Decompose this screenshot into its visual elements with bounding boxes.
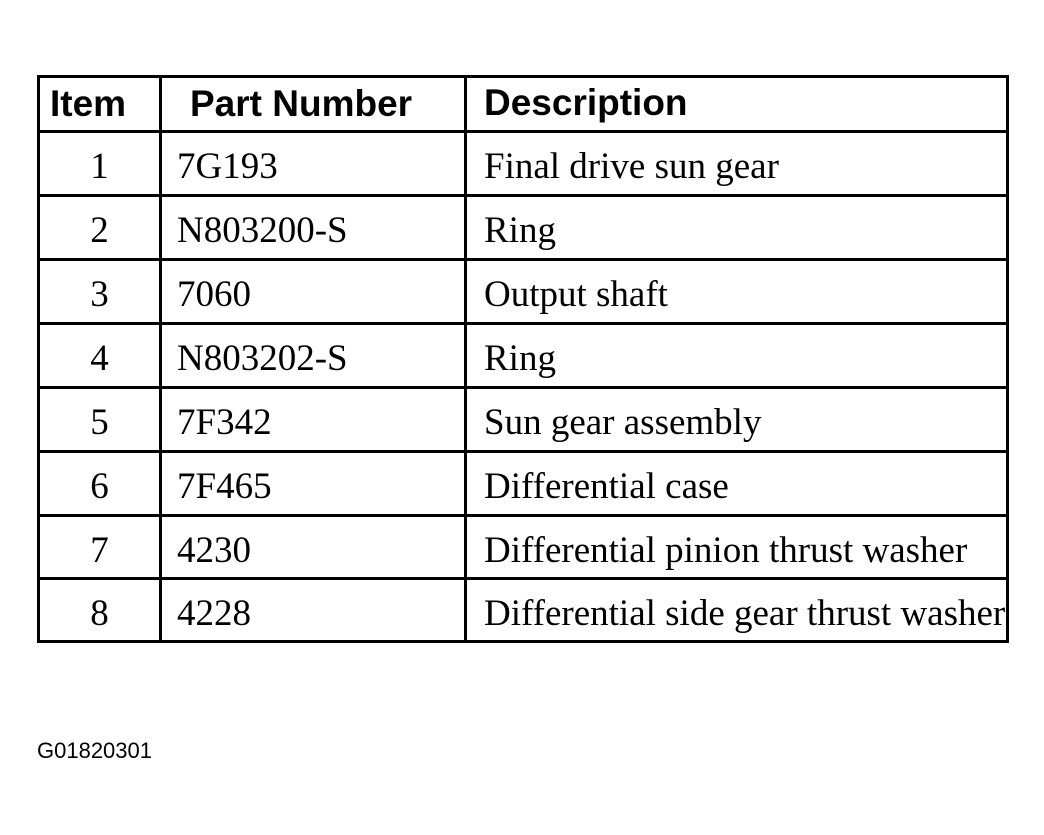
item-cell: 5 xyxy=(39,388,161,452)
item-cell: 2 xyxy=(39,196,161,260)
table-row xyxy=(39,324,1008,388)
table-row xyxy=(39,516,1008,579)
description-cell: Sun gear assembly xyxy=(466,388,1008,452)
table-row xyxy=(39,260,1008,324)
description-cell: Differential side gear thrust washer xyxy=(466,579,1008,642)
header-part-number: Part Number xyxy=(161,77,466,132)
part-number-cell: 7F465 xyxy=(161,452,466,516)
description-cell: Output shaft xyxy=(466,260,1008,324)
figure-code: G01820301 xyxy=(37,738,152,763)
table-header-row xyxy=(39,77,1008,132)
item-cell: 7 xyxy=(39,516,161,579)
item-cell: 1 xyxy=(39,132,161,196)
part-number-cell: N803200-S xyxy=(161,196,466,260)
description-cell: Differential pinion thrust washer xyxy=(466,516,1008,579)
description-cell: Ring xyxy=(466,324,1008,388)
description-cell: Differential case xyxy=(466,452,1008,516)
item-cell: 6 xyxy=(39,452,161,516)
part-number-cell: 4230 xyxy=(161,516,466,579)
part-number-cell: 7F342 xyxy=(161,388,466,452)
part-number-cell: 7060 xyxy=(161,260,466,324)
item-cell: 4 xyxy=(39,324,161,388)
part-number-cell: 4228 xyxy=(161,579,466,642)
item-cell: 8 xyxy=(39,579,161,642)
part-number-cell: N803202-S xyxy=(161,324,466,388)
header-item: Item xyxy=(39,77,161,132)
table-row xyxy=(39,196,1008,260)
item-cell: 3 xyxy=(39,260,161,324)
table-row xyxy=(39,132,1008,196)
header-description: Description xyxy=(466,77,1008,132)
parts-table xyxy=(37,75,1009,643)
part-number-cell: 7G193 xyxy=(161,132,466,196)
table-row xyxy=(39,452,1008,516)
table-row xyxy=(39,388,1008,452)
description-cell: Final drive sun gear xyxy=(466,132,1008,196)
description-cell: Ring xyxy=(466,196,1008,260)
table-row xyxy=(39,579,1008,642)
